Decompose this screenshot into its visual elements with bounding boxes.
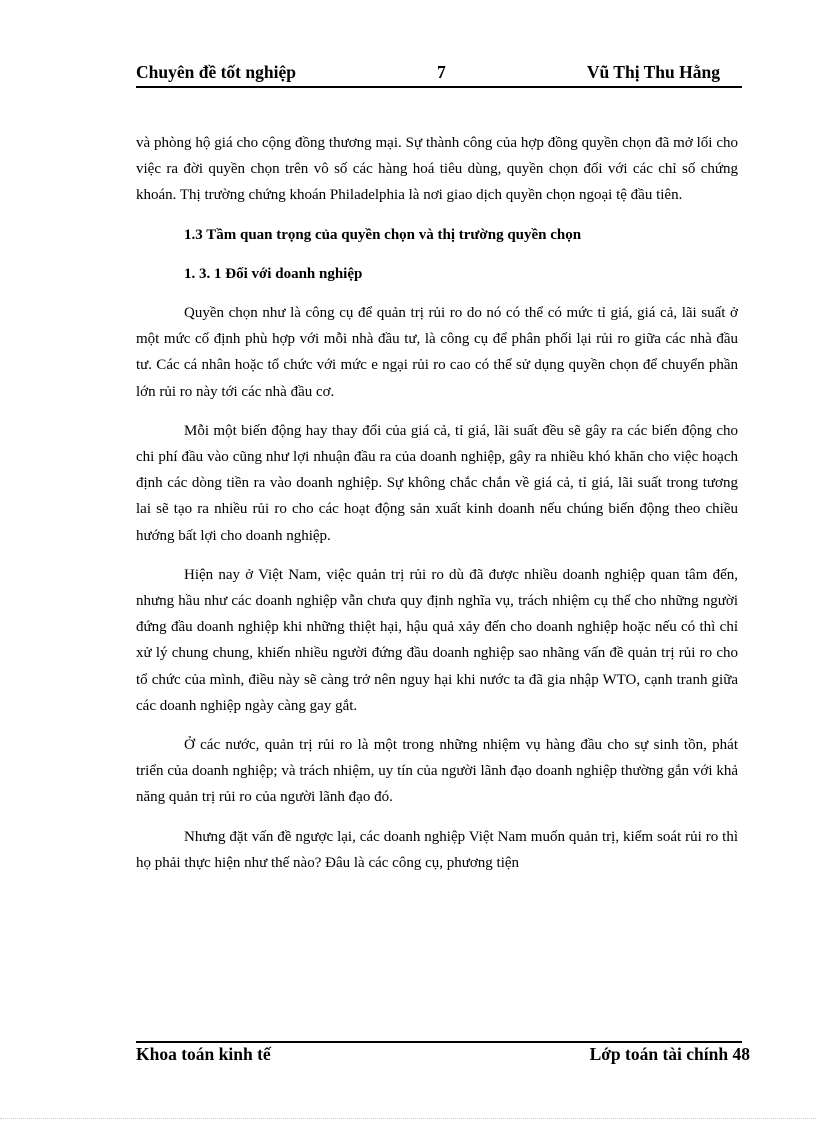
page-boundary	[0, 1118, 816, 1119]
footer-faculty: Khoa toán kinh tế	[136, 1044, 271, 1064]
paragraph: Quyền chọn như là công cụ để quản trị rủi ro do nó có thể có mức tỉ giá, giá cả, lãi suất ở một mức cố định phù hợp với mỗi nhà đầu tư, là công cụ để phân phối lại rủi ro giữa các nhà đầu tư. Các cá nhân hoặc tổ chức với mức e ngại rủi ro cao có thể sử dụng quyền chọn để chuyển phần lớn rủi ro này tới các nhà đầu cơ.	[136, 305, 738, 400]
paragraph: Nhưng đặt vấn đề ngược lại, các doanh nghiệp Việt Nam muốn quản trị, kiểm soát rủi ro thì họ phải thực hiện như thế nào? Đâu là các công cụ, phương tiện	[136, 828, 738, 871]
header-author-name: Vũ Thị Thu Hằng	[586, 62, 720, 82]
header-divider	[136, 86, 742, 88]
paragraph: Hiện nay ở Việt Nam, việc quản trị rủi ro dù đã được nhiều doanh nghiệp quan tâm đến, nhưng hầu như các doanh nghiệp vẫn chưa quy định nghĩa vụ, trách nhiệm cụ thể cho những người đứng đầu doanh nghiệp khi những thiệt hại, hậu quả xảy đến cho doanh nghiệp hoặc nếu có thì chỉ xử lý chung chung, khiến nhiều người đứng đầu doanh nghiệp sao nhãng vấn đề quản trị rủi ro cho tổ chức của mình, điều này sẽ càng trở nên nguy hại khi nước ta đã gia nhập WTO, cạnh tranh giữa các doanh nghiệp ngày càng gay gắt.	[136, 566, 738, 714]
header-document-title: Chuyên đề tốt nghiệp	[136, 62, 296, 82]
section-heading: 1.3 Tầm quan trọng của quyền chọn và thị trường quyền chọn	[184, 226, 582, 243]
page-footer	[136, 1044, 750, 1068]
paragraph: Mỗi một biến động hay thay đổi của giá cả, tỉ giá, lãi suất đều sẽ gây ra các biến động cho chi phí đầu vào cũng như lợi nhuận đầu ra của doanh nghiệp, gây ra nhiều khó khăn cho việc hoạch định các dòng tiền ra vào doanh nghiệp. Sự không chắc chắn về giá cả, tỉ giá, lãi suất trong tương lai sẽ tạo ra nhiều rủi ro cho các hoạt động sản xuất kinh doanh nếu chúng biến động theo chiều hướng bất lợi cho doanh nghiệp.	[136, 422, 738, 544]
header-page-number: 7	[437, 62, 446, 82]
footer-class: Lớp toán tài chính 48	[589, 1044, 750, 1064]
page-body	[136, 130, 738, 876]
subsection-heading: 1. 3. 1 Đối với doanh nghiệp	[184, 265, 363, 282]
paragraph: Ở các nước, quản trị rủi ro là một trong những nhiệm vụ hàng đầu cho sự sinh tồn, phát triển của doanh nghiệp; và trách nhiệm, uy tín của người lãnh đạo doanh nghiệp thường gắn với khả năng quản trị rủi ro của người lãnh đạo đó.	[136, 737, 738, 806]
paragraph-continuation: và phòng hộ giá cho cộng đồng thương mại. Sự thành công của hợp đồng quyền chọn đã mở lối cho việc ra đời quyền chọn trên vô số các hàng hoá tiêu dùng, quyền chọn đối với các chỉ số chứng khoán. Thị trường chứng khoán Philadelphia là nơi giao dịch quyền chọn ngoại tệ đầu tiên.	[136, 135, 738, 204]
page-header	[136, 62, 742, 86]
footer-divider	[136, 1041, 742, 1043]
